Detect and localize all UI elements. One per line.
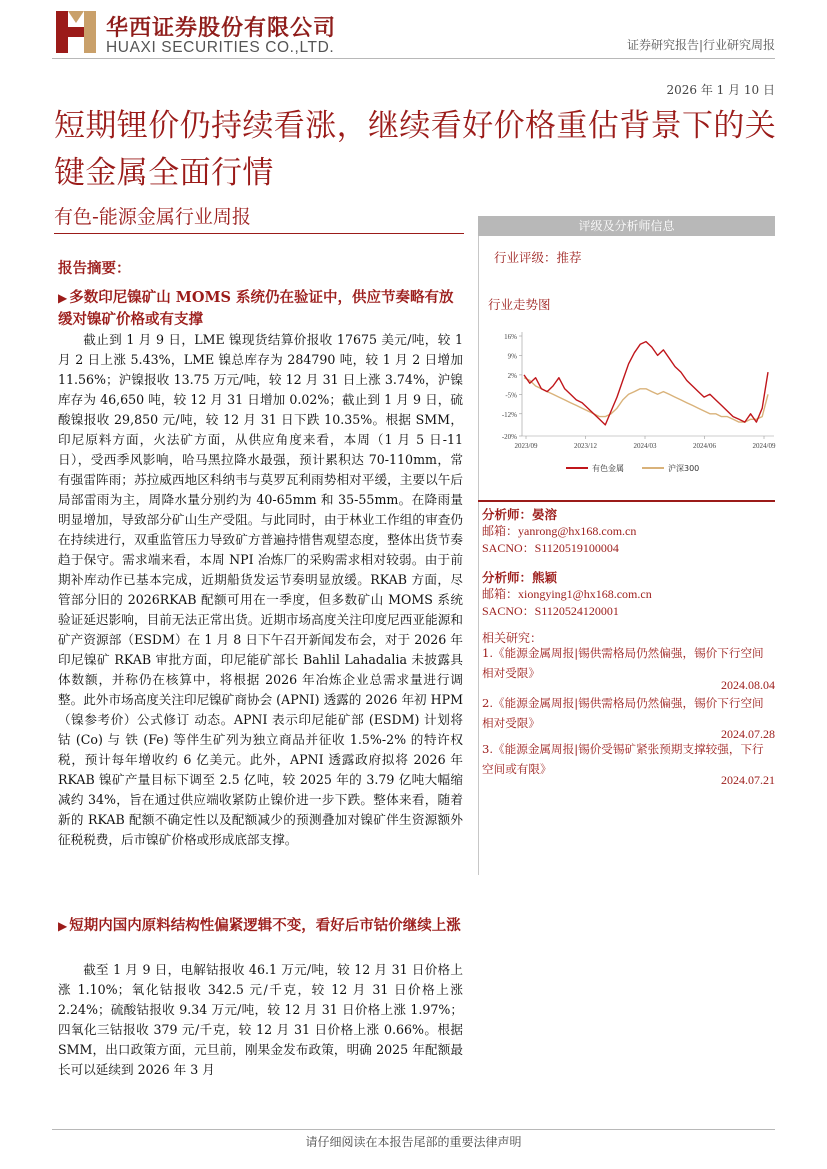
y-tick-label: -12% — [501, 410, 517, 419]
triangle-bullet-icon: ▶ — [58, 291, 68, 305]
y-tick-label: 16% — [504, 333, 517, 341]
section-body: 截止到 1 月 9 日，LME 镍现货结算价报收 17675 美元/吨，较 1 月 2 日上涨 5.43%，LME 镍总库存为 284790 吨，较 1 月 2 日增加 11.56%；沪镍报收 13.75 万元/吨，较 12 月 31 日上涨 3.74%，沪镍库存为 46,650 吨，较 12 月 31 日增加 0.02%；截止到 1 月 9 日，硫酸镍报收 29,850 元/吨，较 12 月 31 日下跌 10.35%。根据 SMM，印尼原料方面，火法矿方面，从供应角度来看，本周（1 月 5 日-11 日），受西季风影响，哈马黑拉降水最强，预计累积达 70-110mm，常有强雷阵雨；苏拉威西地区科纳韦与莫罗瓦利雨势相对平缓，主要以午后局部雷雨为主，周降水量分别约为 40-65mm 和 35-55mm。在降雨量明显增加，导致部分矿山生产受阻。与此同时，由于林业工作组的审查仍在持续进行，双重监管压力导致矿方普遍持惜售观望态度，整体出货节奏趋于保守。需求端来看，本周 NPI 冶炼厂的采购需求相对较弱。由于前期补库动作已基本完成，近期船货发运节奏明显放缓。RKAB 方面，尽管部分旧的 2026RKAB 配额可用在一季度，但多数矿山 MOMS 系统验证延迟影响，目前无法正常出货。近期市场高度关注印度尼西亚能源和矿产资源部（ESDM）在 1 月 8 日下午召开新闻发布会，对于 2026 年印尼镍矿 RKAB 审批方面，印尼能矿部长 Bahlil Lahadalia 未披露具体数额，并称仍在核算中，将根据 2026 年冶炼企业总需求量进行调整。此外市场高度关注印尼镍矿商协会 (APNI) 透露的 2026 年初 HPM（镍参考价）公式修订 动态。APNI 表示印尼能矿部 (ESDM) 计划将 钴 (Co) 与 铁 (Fe) 等伴生矿列为独立商品并征收 1.5%-2% 的特许权税，预计每年增收约 6 亿美元。此外，APNI 透露政府拟将 2026 年 RKAB 镍矿产量目标下调至 2.5 亿吨，较 2025 年的 3.79 亿吨大幅缩减约 34%，旨在通过供应端收紧防止镍价进一步下跌。整体来看，随着新的 RKAB 配额不确定性以及配额减少的预测叠加对镍矿伴生资源额外征税税费，后市镍矿价格或形成底部支撑。 — [58, 332, 463, 847]
related-report-date: 2024.07.28 — [721, 727, 775, 741]
footer-divider — [52, 1129, 775, 1130]
panel-title: 评级及分析师信息 — [478, 216, 775, 236]
report-date: 2026 年 1 月 10 日 — [666, 83, 775, 97]
trend-chart-title: 行业走势图 — [488, 297, 551, 312]
section-body: 截至 1 月 9 日，电解钴报收 46.1 万元/吨，较 12 月 31 日价格上涨 1.10%；氧化钴报收 342.5 元/千克，较 12 月 31 日价格上涨 2.24%；硫酸钴报收 9.34 万元/吨，较 12 月 31 日价格上涨 1.97%；四氧化三钴报收 379 元/千克，较 12 月 31 日价格上涨 0.66%。根据 SMM，出口政策方面，元旦前，刚果金发布政策，明确 2025 年配额最长可以延续到 2026 年 3 月 — [58, 962, 463, 1077]
header-divider — [52, 58, 775, 59]
related-research-label: 相关研究： — [482, 631, 543, 645]
section-heading-text: 多数印尼镍矿山 MOMS 系统仍在验证中，供应节奏略有放缓对镍矿价格或有支撑 — [58, 289, 454, 328]
analyst-name: 分析师：晏溶 — [482, 507, 558, 522]
industry-rating: 行业评级：推荐 — [494, 250, 582, 265]
related-report-link[interactable]: 2.《能源金属周报|锡供需格局仍然偏强，锡价下行空间相对受限》 — [482, 696, 764, 730]
analyst-email[interactable]: 邮箱：yanrong@hx168.com.cn — [482, 524, 637, 538]
industry-trend-chart — [478, 322, 778, 482]
section-heading — [58, 287, 468, 331]
company-name-cn: 华西证券股份有限公司 — [106, 16, 337, 41]
section-heading — [58, 915, 468, 937]
related-report-date: 2024.08.04 — [721, 678, 775, 692]
analyst-email[interactable]: 邮箱：xiongying1@hx168.com.cn — [482, 587, 652, 601]
section-heading-text: 短期内国内原料结构性偏紧逻辑不变，看好后市钴价继续上涨 — [69, 917, 461, 934]
analyst-name: 分析师：熊颖 — [482, 570, 558, 585]
y-tick-label: -5% — [505, 391, 517, 400]
report-type: 证券研究报告|行业研究周报 — [626, 38, 775, 52]
analyst-divider — [478, 500, 775, 502]
triangle-bullet-icon: ▶ — [58, 919, 68, 933]
y-tick-label: 2% — [507, 371, 517, 380]
x-tick-label: 2024/09 — [752, 442, 776, 450]
legend-label: 有色金属 — [592, 464, 624, 473]
legend-label: 沪深300 — [668, 464, 700, 473]
analyst-sacno: SACNO：S1120519100004 — [482, 541, 619, 555]
series-line-nonferrous — [524, 342, 768, 425]
abstract-label: 报告摘要： — [58, 260, 131, 277]
y-tick-label: 9% — [507, 352, 517, 361]
analyst-sacno: SACNO：S1120524120001 — [482, 604, 619, 618]
legal-notice: 请仔细阅读在本报告尾部的重要法律声明 — [305, 1135, 522, 1149]
x-tick-label: 2023/09 — [514, 442, 538, 450]
related-report-link[interactable]: 1.《能源金属周报|锡供需格局仍然偏强，锡价下行空间相对受限》 — [482, 646, 764, 680]
x-tick-label: 2023/12 — [574, 442, 597, 450]
x-tick-label: 2024/06 — [693, 442, 716, 450]
related-report-link[interactable]: 3.《能源金属周报|锡价受锡矿紧张预期支撑较强，下行空间或有限》 — [482, 742, 764, 776]
y-tick-label: -20% — [501, 433, 517, 441]
x-tick-label: 2024/03 — [633, 442, 657, 450]
report-subtitle: 有色-能源金属行业周报 — [54, 206, 251, 228]
subtitle-underline — [54, 233, 464, 234]
related-report-date: 2024.07.21 — [721, 773, 775, 787]
report-title: 短期锂价仍持续看涨，继续看好价格重估背景下的关键金属全面行情 — [54, 108, 777, 191]
company-name-en: HUAXI SECURITIES CO.,LTD. — [106, 39, 335, 56]
huaxi-logo-icon — [54, 9, 98, 55]
